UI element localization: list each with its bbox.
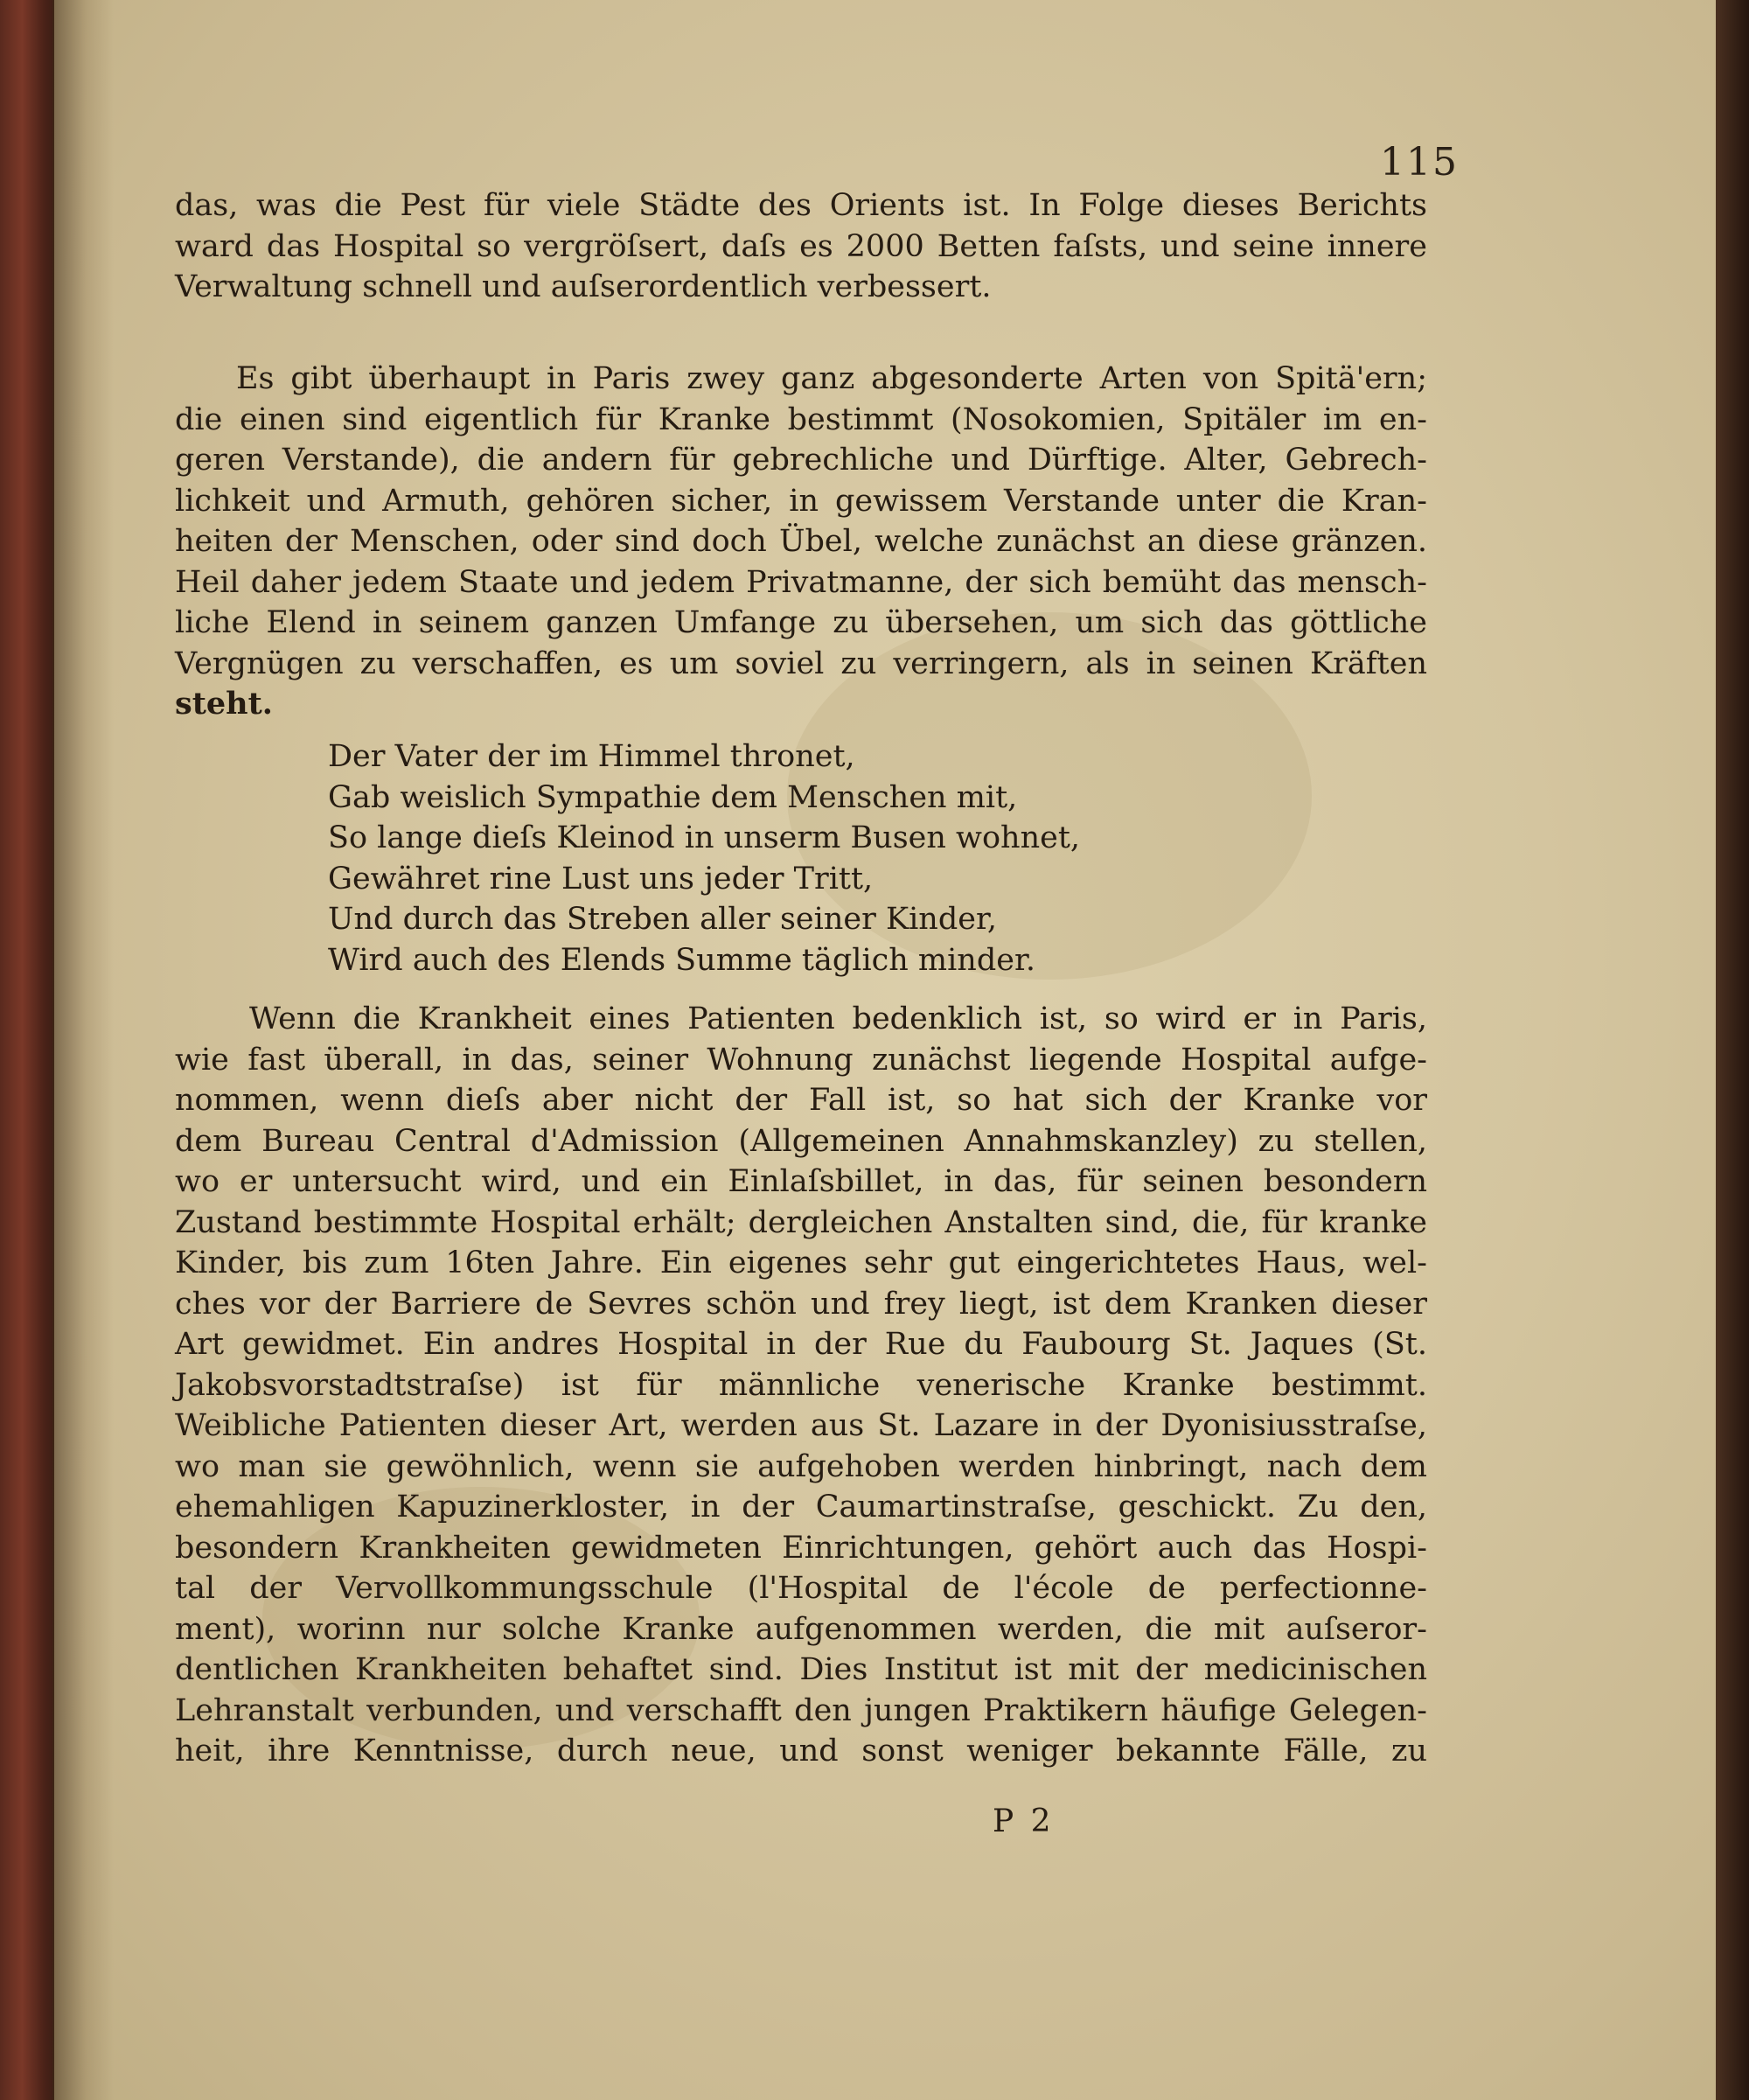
text-line: Wenn die Krankheit eines Patienten bedenklich ist, so wird er in Paris,: [249, 1001, 1427, 1036]
text-line: heiten der Menschen, oder sind doch Übel, welche zunächst an diese gränzen.: [175, 524, 1427, 559]
paragraph-3: [175, 999, 1427, 1772]
text-line: geren Verstande), die andern für gebrechliche und Dürftige. Alter, Gebrech-: [175, 443, 1427, 478]
poem: [328, 736, 1202, 980]
text-line: ment), worinn nur solche Kranke aufgenommen werden, die mit auſseror-: [175, 1611, 1427, 1647]
text-line: Jakobsvorstadtstraſse) ist für männliche venerische Kranke bestimmt.: [175, 1367, 1427, 1403]
text-line: Es gibt überhaupt in Paris zwey ganz abgesonderte Arten von Spitä'ern;: [236, 361, 1427, 396]
text-line: Zustand bestimmte Hospital erhält; dergleichen Anstalten sind, die, für kranke: [175, 1204, 1427, 1240]
page-number: 115: [1380, 140, 1459, 185]
text-line: Verwaltung schnell und auſserordentlich verbessert.: [175, 269, 992, 304]
text-line: Art gewidmet. Ein andres Hospital in der Rue du Faubourg St. Jaques (St.: [175, 1327, 1427, 1362]
text-line: nommen, wenn dieſs aber nicht der Fall ist, so hat sich der Kranke vor: [175, 1083, 1427, 1118]
text-line: tal der Vervollkommungsschule (l'Hospital de l'école de perfectionne-: [175, 1571, 1427, 1606]
text-line: ward das Hospital so vergröſsert, daſs es 2000 Betten faſsts, und seine innere: [175, 228, 1427, 264]
signature-mark: P 2: [993, 1803, 1055, 1839]
text-line: Vergnügen zu verschaffen, es um soviel zu verringern, als in seinen Kräften: [175, 645, 1427, 681]
text-line: ches vor der Barriere de Sevres schön und frey liegt, ist dem Kranken dieser: [175, 1286, 1427, 1322]
paragraph-1: [175, 185, 1427, 308]
text-line: wo er untersucht wird, und ein Einlaſsbillet, in das, für seinen besondern: [175, 1164, 1427, 1199]
text-line: Kinder, bis zum 16ten Jahre. Ein eigenes sehr gut eingerichtetes Haus, wel-: [175, 1245, 1427, 1280]
text-line: Weibliche Patienten dieser Art, werden aus St. Lazare in der Dyonisiusstraſse,: [175, 1408, 1427, 1443]
text-line: lichkeit und Armuth, gehören sicher, in gewissem Verstande unter die Kran-: [175, 483, 1427, 519]
text-line: Heil daher jedem Staate und jedem Privatmanne, der sich bemüht das mensch-: [175, 564, 1427, 600]
poem-line: Der Vater der im Himmel thronet,: [328, 739, 855, 774]
poem-line: So lange dieſs Kleinod in unserm Busen wohnet,: [328, 820, 1081, 855]
text-line: besondern Krankheiten gewidmeten Einrichtungen, gehört auch das Hospi-: [175, 1530, 1427, 1566]
paragraph-2: [175, 359, 1427, 725]
text-line: heit, ihre Kenntnisse, durch neue, und sonst weniger bekannte Fälle, zu: [175, 1734, 1427, 1769]
text-line: das, was die Pest für viele Städte des Orients ist. In Folge dieses Berichts: [175, 188, 1427, 223]
text-line: wo man sie gewöhnlich, wenn sie aufgehoben werden hinbringt, nach dem: [175, 1448, 1427, 1484]
poem-line: Wird auch des Elends Summe täglich minder.: [328, 942, 1035, 978]
text-line: dem Bureau Central d'Admission (Allgemeinen Annahmskanzley) zu stellen,: [175, 1123, 1427, 1159]
page-edge: [1716, 0, 1749, 2100]
text-line: liche Elend in seinem ganzen Umfange zu übersehen, um sich das göttliche: [175, 605, 1427, 640]
gutter-shadow: [52, 0, 114, 2100]
poem-line: Gab weislich Sympathie dem Menschen mit,: [328, 779, 1018, 815]
text-line: Lehranstalt verbunden, und verschafft den jungen Praktikern häufige Gelegen-: [175, 1692, 1427, 1728]
text-line: wie fast überall, in das, seiner Wohnung zunächst liegende Hospital aufge-: [175, 1042, 1427, 1078]
poem-line: Und durch das Streben aller seiner Kinder,: [328, 902, 997, 937]
poem-line: Gewähret rine Lust uns jeder Tritt,: [328, 861, 874, 897]
text-line: die einen sind eigentlich für Kranke bestimmt (Nosokomien, Spitäler im en-: [175, 401, 1427, 437]
text-line: steht.: [175, 686, 273, 722]
text-line: ehemahligen Kapuzinerkloster, in der Caumartinstraſse, geschickt. Zu den,: [175, 1490, 1427, 1524]
text-line: dentlichen Krankheiten behaftet sind. Dies Institut ist mit der medicinischen: [175, 1652, 1427, 1687]
